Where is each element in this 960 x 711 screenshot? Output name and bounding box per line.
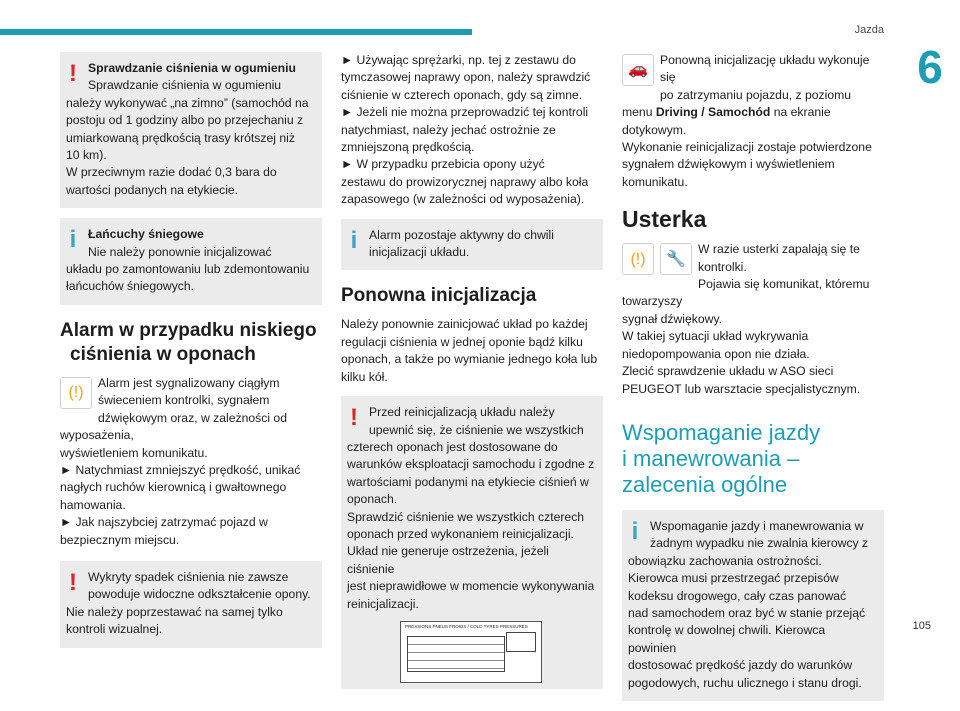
text-line: sygnałem dźwiękowym i wyświetleniem — [622, 157, 835, 172]
text-line: kodeksu drogowego, cały czas panować — [628, 588, 847, 603]
text-line: ► Jak najszybciej zatrzymać pojazd w — [60, 515, 268, 530]
exclamation-mark-icon: ! — [69, 568, 77, 596]
text-line: Należy ponownie zainicjować układ po każdej — [341, 317, 588, 332]
info-box-alarm-active — [341, 219, 603, 271]
chapter-number: 6 — [917, 41, 943, 93]
text-line: świeceniem kontrolki, sygnałem — [98, 393, 270, 408]
text-line: Alarm jest sygnalizowany ciągłym — [98, 375, 280, 390]
wrench-icon: 🔧 — [660, 243, 692, 275]
text-line: Ponowną inicjalizację układu wykonuje się — [660, 53, 870, 85]
text-line: ► Jeżeli nie można przeprowadzić tej kontroli — [341, 105, 589, 120]
text-line: tymczasowej naprawy opon, należy sprawdzić — [341, 70, 591, 85]
text-line: Nie należy poprzestawać na samej tylko — [66, 604, 283, 619]
text-line: bezpiecznym miejscu. — [60, 532, 180, 547]
fault-paragraph — [622, 241, 884, 398]
label-table — [407, 636, 505, 672]
box-title: Sprawdzanie ciśnienia w ogumieniu — [88, 61, 296, 75]
heading-driving-assistance — [622, 420, 884, 498]
text-line: układu po zamontowaniu lub zdemontowaniu — [66, 262, 310, 277]
text-line: postoju od 1 godziny albo po przejechaniu z — [66, 113, 304, 128]
text-line: dotykowym. — [622, 122, 687, 137]
label-header: PRESSIONS PNEUS FROIDS / COLD TYRES PRESSURES — [405, 623, 528, 629]
text-line: warunków eksploatacji samochodu i zgodne z — [347, 457, 595, 472]
text-line: powoduje widoczne odkształcenie opony. — [88, 587, 311, 602]
text-line: komunikatu. — [622, 174, 688, 189]
text-line: Sprawdzić ciśnienie we wszystkich czterech — [347, 509, 585, 524]
reinit-paragraph — [341, 316, 603, 386]
text-line: niedopompowania opon nie działa. — [622, 346, 810, 361]
text-line: Pojawia się komunikat, któremu towarzyszy — [622, 277, 870, 309]
text-line: natychmiast, należy jechać ostrożnie ze — [341, 122, 556, 137]
text-line: dostosować prędkość jazdy do warunków — [628, 658, 853, 673]
text-line: Sprawdzanie ciśnienia w ogumieniu — [88, 78, 282, 93]
text-line: Alarm pozostaje aktywny do chwili — [369, 227, 554, 242]
column-1 — [60, 52, 322, 658]
text-line: obowiązku zachowania ostrożności. — [628, 553, 822, 568]
tyre-pressure-warning-icon: (!) — [60, 377, 92, 409]
heading-reinitialisation: Ponowna inicjalizacja — [341, 285, 537, 307]
text-line: czterech oponach jest dostosowane do — [347, 439, 558, 454]
text-line: Kierowca musi przestrzegać przepisów — [628, 571, 839, 586]
column-2 — [341, 52, 603, 699]
text-line: Wykryty spadek ciśnienia nie zawsze — [88, 569, 289, 584]
text-line: reinicjalizacji. — [347, 596, 419, 611]
text-line: hamowania. — [60, 497, 126, 512]
info-box-snow-chains — [60, 218, 322, 305]
text-line: W razie usterki zapalają się te — [698, 242, 860, 257]
text-line: W przeciwnym razie dodać 0,3 bara do — [66, 165, 277, 180]
text-line: nad samochodem oraz być w stanie przejąć — [628, 605, 866, 620]
text-line: Wykonanie reinicjalizacji zostaje potwierdzone — [622, 140, 872, 155]
text-line: zmniejszoną prędkością. — [341, 140, 475, 155]
text-line: 10 km). — [66, 148, 107, 163]
text-line: oponach przed wykonaniem reinicjalizacji. — [347, 526, 574, 541]
text-line: kontrolki. — [698, 259, 747, 274]
text-line: kontroli wizualnej. — [66, 622, 163, 637]
text-line: ► Natychmiast zmniejszyć prędkość, unikać — [60, 462, 301, 477]
text-line: żadnym wypadku nie zwalnia kierowcy z — [650, 536, 869, 551]
text-line: wartościami podanymi na etykiecie ciśnień w — [347, 474, 589, 489]
text-line: inicjalizacji układu. — [369, 245, 470, 260]
text-line: dźwiękowym oraz, w zależności od wyposażenia, — [60, 410, 287, 443]
warning-box-visual-check — [60, 561, 322, 648]
text-line: Nie należy ponownie inicjalizować — [88, 244, 272, 259]
text-line: oponach, a także po wymianie jednego koła lub — [341, 352, 598, 367]
info-i-icon: i — [350, 226, 358, 254]
heading-line: zalecenia ogólne — [622, 471, 788, 497]
heading-line: ciśnienia w oponach — [70, 343, 256, 365]
text-line: Układ nie generuje ostrzeżenia, jeżeli ciśnienie — [347, 544, 549, 576]
tyre-pressure-label-illustration — [400, 621, 542, 683]
text-line: wyświetleniem komunikatu. — [60, 445, 208, 460]
text-line: po zatrzymaniu pojazdu, z poziomu — [660, 87, 852, 102]
text-line: oponach. — [347, 492, 398, 507]
text-line: ► W przypadku przebicia opony użyć — [341, 157, 545, 172]
top-accent-bar — [0, 29, 472, 35]
car-icon: 🚗 — [622, 54, 654, 86]
heading-line: i manewrowania – — [622, 445, 800, 471]
page-number: 105 — [912, 620, 931, 632]
column-3 — [622, 52, 884, 711]
text-line: W takiej sytuacji układ wykrywania — [622, 329, 809, 344]
warning-box-reinit — [341, 396, 603, 689]
info-i-icon: i — [69, 226, 77, 254]
label-side-box — [506, 632, 536, 652]
reinit-menu-paragraph — [622, 52, 884, 191]
heading-fault: Usterka — [622, 206, 707, 233]
text-line: zestawu do prowizorycznej naprawy albo koła — [341, 174, 589, 189]
text-line: ► Używając sprężarki, np. tej z zestawu do — [341, 53, 576, 67]
text-line: ciśnienie w czterech oponach, gdy są zimne. — [341, 87, 583, 102]
text-line: wartości podanych na etykiecie. — [66, 182, 239, 197]
text-line: regulacji ciśnienia w jednej oponie bądź kilku — [341, 334, 583, 349]
text-line: pogodowych, ruchu ulicznego i stanu drogi. — [628, 675, 862, 690]
compressor-paragraph — [341, 52, 603, 209]
exclamation-mark-icon: ! — [350, 404, 358, 432]
text-line: na ekranie — [770, 105, 831, 120]
info-i-icon: i — [631, 517, 639, 545]
text-line: kontrolę w dowolnej chwili. Kierowca powinien — [628, 623, 826, 655]
text-line: Wspomaganie jazdy i manewrowania w — [650, 518, 864, 533]
text-line: zapasowego (w zależności od wyposażenia). — [341, 192, 585, 207]
text-line: upewnić się, że ciśnienie we wszystkich — [369, 422, 584, 437]
warning-box-tyre-check — [60, 52, 322, 208]
info-box-driving-assistance — [622, 510, 884, 701]
text-line: umiarkowaną prędkością trasy krótszej niż — [66, 130, 295, 145]
menu-name: Driving / Samochód — [655, 105, 771, 120]
heading-line: Wspomaganie jazdy — [622, 419, 821, 445]
text-line: jest nieprawidłowe w momencie wykonywania — [347, 579, 595, 594]
exclamation-mark-icon: ! — [69, 60, 77, 87]
alarm-paragraph — [60, 375, 322, 549]
text-line: łańcuchów śniegowych. — [66, 279, 195, 294]
tyre-pressure-warning-icon: (!) — [622, 243, 654, 275]
text-line: Zlecić sprawdzenie układu w ASO sieci — [622, 364, 834, 379]
text-line: kilku kół. — [341, 369, 388, 384]
section-name: Jazda — [854, 24, 884, 36]
text-line: Przed reinicjalizacją układu należy — [369, 405, 555, 420]
text-line: należy wykonywać „na zimno” (samochód na — [66, 95, 309, 110]
text-line: PEUGEOT lub warsztacie specjalistycznym. — [622, 381, 861, 396]
text-line: nagłych ruchów kierownicą i gwałtownego — [60, 480, 287, 495]
text-line: menu — [622, 105, 656, 120]
box-title: Łańcuchy śniegowe — [88, 227, 204, 242]
heading-low-pressure-alarm — [60, 319, 322, 367]
heading-line: Alarm w przypadku niskiego — [60, 319, 317, 341]
text-line: sygnał dźwiękowy. — [622, 311, 723, 326]
